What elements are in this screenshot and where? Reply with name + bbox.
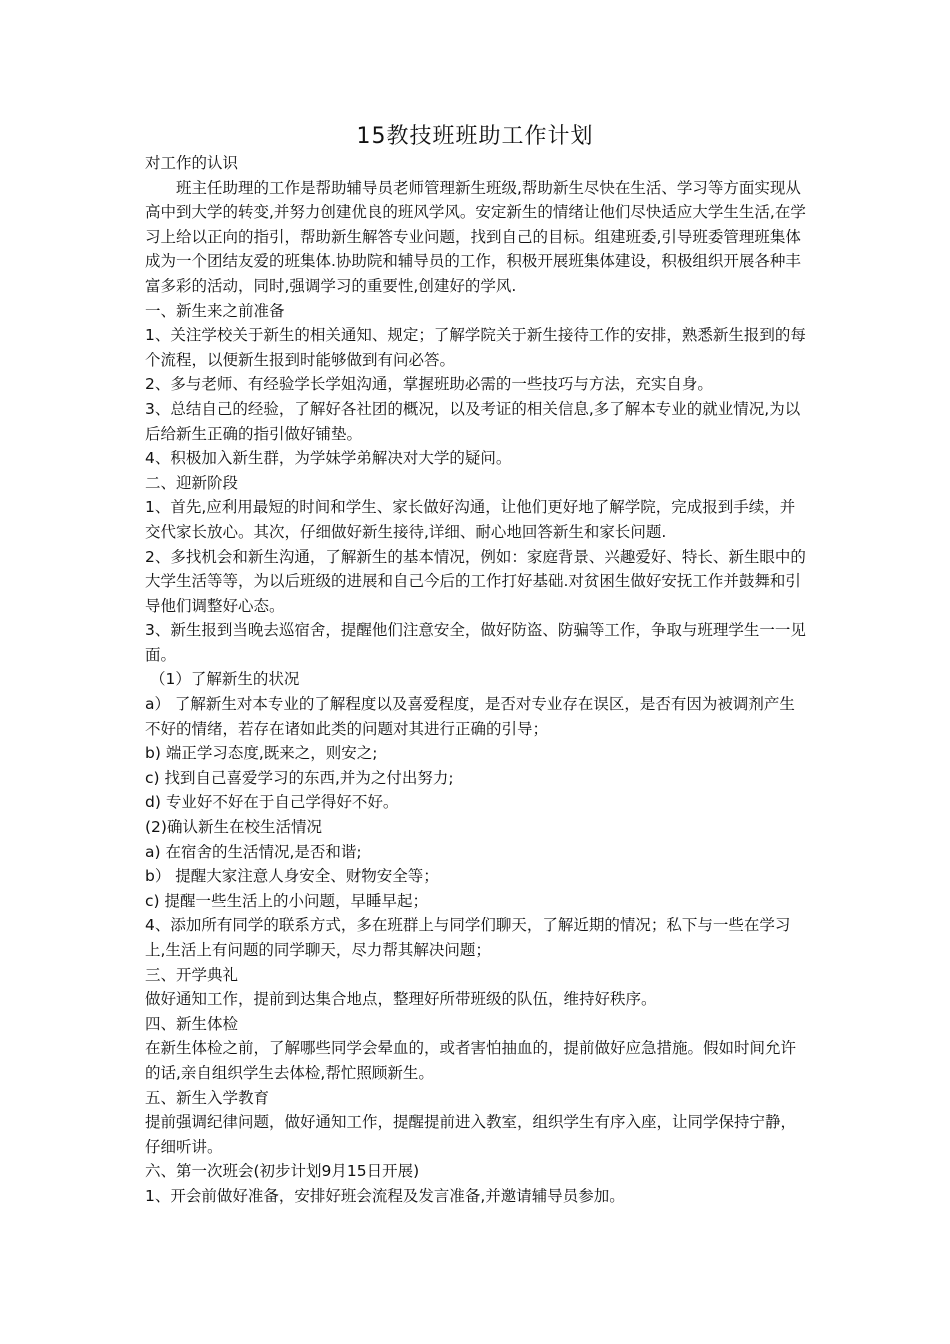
- list-item: b） 提醒大家注意人身安全、财物安全等；: [145, 867, 439, 886]
- section-heading: 六、第一次班会(初步计划9月15日开展): [145, 1162, 420, 1181]
- list-item: d) 专业好不好在于自己学得好不好。: [145, 793, 399, 812]
- list-item: b) 端正学习态度,既来之，则安之;: [145, 744, 378, 763]
- section-heading: 三、开学典礼: [145, 965, 239, 984]
- section-heading: 五、新生入学教育: [145, 1088, 270, 1107]
- paragraph: 1、关注学校关于新生的相关通知、规定；了解学院关于新生接待工作的安排，熟悉新生报到的每个流程，以便新生报到时能够做到有问必答。: [145, 326, 806, 369]
- page-title: 15教技班班助工作计划: [356, 124, 594, 149]
- paragraph: 4、积极加入新生群，为学妹学弟解决对大学的疑问。: [145, 449, 512, 468]
- section-heading: 二、迎新阶段: [145, 473, 239, 492]
- intro-paragraph: 班主任助理的工作是帮助辅导员老师管理新生班级,帮助新生尽快在生活、学习等方面实现从高中到大学的转变,并努力创建优良的班风学风。安定新生的情绪让他们尽快适应大学生生活,在学习上给以正向的指引，帮助新生解答专业问题，找到自己的目标。组建班委,引导班委管理班集体成为一个团结友爱的班集体.协助院和辅导员的工作，积极开展班集体建设，积极组织开展各种丰富多彩的活动，同时,强调学习的重要性,创建好的学风.: [145, 178, 806, 295]
- document-body: [145, 151, 810, 1209]
- paragraph: 3、总结自己的经验，了解好各社团的概况，以及考证的相关信息,多了解本专业的就业情况,为以后给新生正确的指引做好铺垫。: [145, 399, 801, 443]
- list-item: c) 提醒一些生活上的小问题，早睡早起；: [145, 891, 428, 910]
- section-heading: 四、新生体检: [145, 1014, 239, 1033]
- subsection-heading: （1）了解新生的状况: [150, 670, 300, 689]
- list-item: c) 找到自己喜爱学习的东西,并为之付出努力;: [145, 768, 454, 787]
- section-heading: 对工作的认识: [145, 154, 239, 172]
- list-item: a) 在宿舍的生活情况,是否和谐;: [145, 842, 362, 861]
- paragraph: 1、首先,应利用最短的时间和学生、家长做好沟通，让他们更好地了解学院，完成报到手续，并交代家长放心。其次，仔细做好新生接待,详细、耐心地回答新生和家长问题.: [145, 498, 796, 541]
- paragraph: 2、多与老师、有经验学长学姐沟通，掌握班助必需的一些技巧与方法，充实自身。: [145, 375, 713, 394]
- paragraph: 1、开会前做好准备，安排好班会流程及发言准备,并邀请辅导员参加。: [145, 1186, 625, 1205]
- paragraph: 做好通知工作，提前到达集合地点，整理好所带班级的队伍，维持好秩序。: [145, 990, 657, 1009]
- subsection-heading: (2)确认新生在校生活情况: [145, 818, 322, 837]
- paragraph: 提前强调纪律问题，做好通知工作，提醒提前进入教室，组织学生有序入座，让同学保持宁静，仔细听讲。: [145, 1113, 797, 1156]
- list-item: a） 了解新生对本专业的了解程度以及喜爱程度，是否对专业存在误区，是否有因为被调剂产生不好的情绪，若存在诸如此类的问题对其进行正确的引导；: [145, 695, 795, 738]
- paragraph: 3、新生报到当晚去巡宿舍，提醒他们注意安全，做好防盗、防骗等工作，争取与班理学生一一见面。: [145, 621, 806, 664]
- section-heading: 一、新生来之前准备: [145, 301, 285, 320]
- paragraph: 4、添加所有同学的联系方式，多在班群上与同学们聊天，了解近期的情况；私下与一些在学习上,生活上有问题的同学聊天，尽力帮其解决问题；: [145, 916, 791, 959]
- paragraph: 在新生体检之前，了解哪些同学会晕血的，或者害怕抽血的，提前做好应急措施。假如时间允许的话,亲自组织学生去体检,帮忙照顾新生。: [145, 1039, 797, 1082]
- paragraph: 2、多找机会和新生沟通，了解新生的基本情况，例如：家庭背景、兴趣爱好、特长、新生眼中的大学生活等等，为以后班级的进展和自己今后的工作打好基础.对贫困生做好安抚工作并鼓舞和引导他们调整好心态。: [145, 547, 806, 615]
